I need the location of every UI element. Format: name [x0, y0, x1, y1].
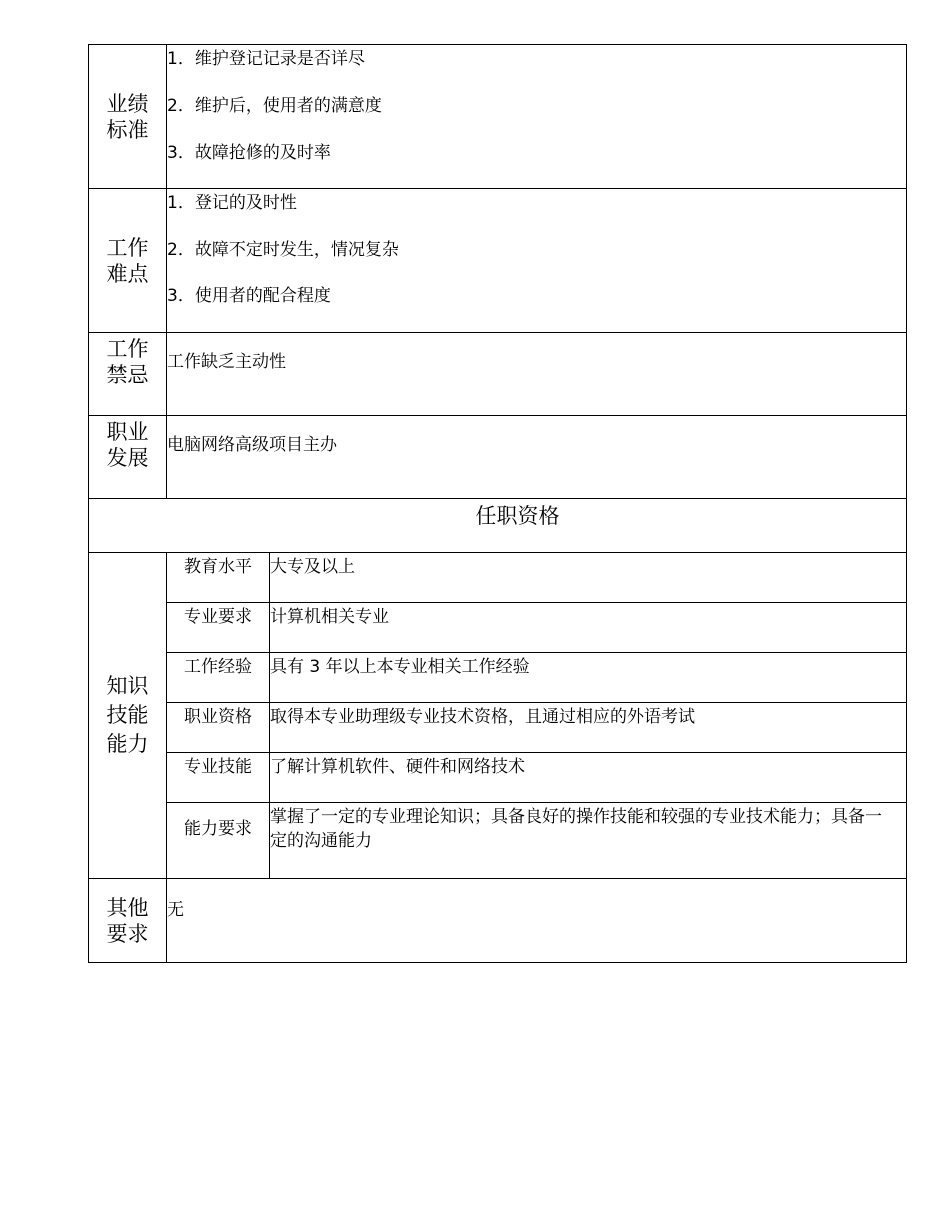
technical-value: 了解计算机软件、硬件和网络技术 [270, 757, 525, 777]
other-text: 无 [167, 900, 184, 920]
other-row [89, 879, 906, 963]
qualification-row [89, 499, 906, 553]
other-label: 其他要求 [89, 879, 167, 963]
certification-value: 取得本专业助理级专业技术资格，且通过相应的外语考试 [270, 707, 695, 727]
certification-label: 职业资格 [167, 703, 270, 752]
career-text: 电脑网络高级项目主办 [167, 435, 337, 455]
skills-row-certification [167, 703, 906, 753]
difficulty-row [89, 189, 906, 333]
qualification-heading: 任职资格 [475, 504, 560, 528]
performance-row [89, 45, 906, 189]
skills-row-technical [167, 753, 906, 803]
taboo-content [167, 333, 906, 415]
job-spec-table [88, 44, 907, 963]
career-content [167, 416, 906, 498]
performance-label: 业绩标准 [89, 45, 167, 188]
education-label: 教育水平 [167, 553, 270, 602]
skills-row-ability [167, 803, 906, 879]
skills-row-education [167, 553, 906, 603]
performance-item: 3．故障抢修的及时率 [167, 143, 331, 163]
ability-label: 能力要求 [167, 803, 270, 878]
skills-row-experience [167, 653, 906, 703]
taboo-row [89, 333, 906, 416]
taboo-text: 工作缺乏主动性 [167, 352, 286, 372]
experience-value: 具有 3 年以上本专业相关工作经验 [270, 657, 530, 677]
performance-item: 2．维护后，使用者的满意度 [167, 96, 382, 116]
education-value: 大专及以上 [270, 557, 355, 577]
skills-label: 知识技能能力 [89, 553, 167, 879]
difficulty-item: 2．故障不定时发生，情况复杂 [167, 240, 399, 260]
experience-label: 工作经验 [167, 653, 270, 702]
career-row [89, 416, 906, 499]
difficulty-item: 1．登记的及时性 [167, 193, 297, 213]
difficulty-item: 3．使用者的配合程度 [167, 286, 331, 306]
difficulty-label: 工作难点 [89, 189, 167, 332]
performance-item: 1．维护登记记录是否详尽 [167, 49, 365, 69]
ability-value: 掌握了一定的专业理论知识；具备良好的操作技能和较强的专业技术能力；具备一定的沟通能力 [270, 807, 882, 851]
technical-label: 专业技能 [167, 753, 270, 802]
other-content [167, 879, 906, 963]
taboo-label: 工作禁忌 [89, 333, 167, 415]
difficulty-content [167, 189, 906, 332]
skills-row-major [167, 603, 906, 653]
performance-content [167, 45, 906, 188]
major-value: 计算机相关专业 [270, 607, 389, 627]
major-label: 专业要求 [167, 603, 270, 652]
career-label: 职业发展 [89, 416, 167, 498]
